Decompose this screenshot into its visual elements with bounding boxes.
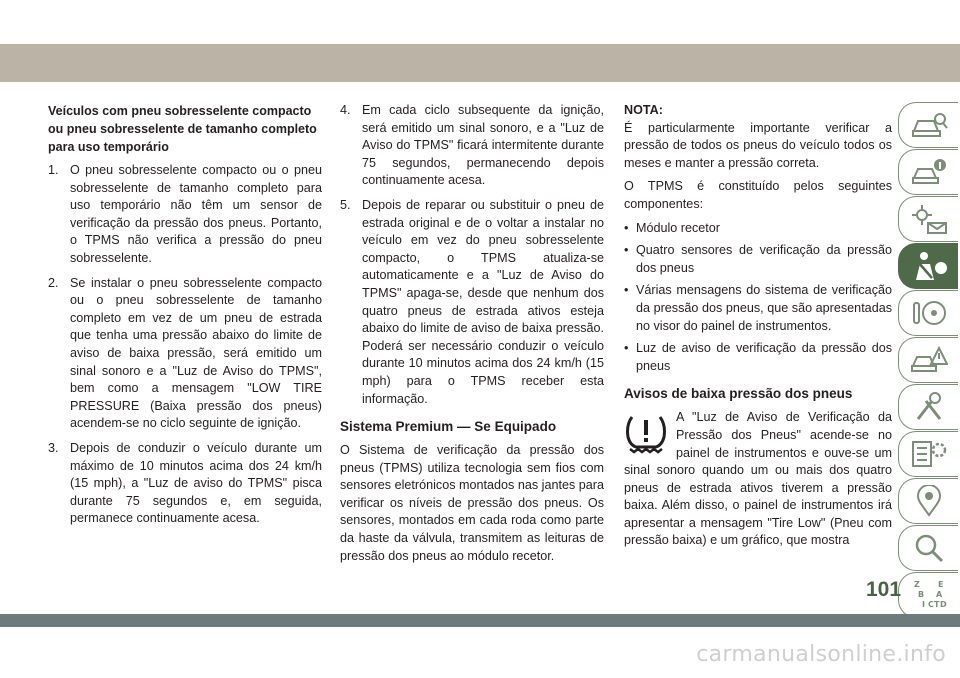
list-item [624,220,892,238]
column-1 [48,102,322,535]
warning-block [624,409,892,556]
item-number: 3. [48,440,59,455]
bullet: • [624,283,629,298]
steering-key-icon [910,297,948,329]
indicators-icon [910,203,948,235]
index-letter: T [933,600,939,609]
section-heading: Avisos de baixa pressão dos pneus [624,386,853,402]
car-info-icon [910,156,948,188]
index-letters-icon [910,579,948,611]
paragraph: O Sistema de verificação da pressão dos pneus (TPMS) utiliza tecnologia sem fios com sensores eletrónicos montados nas jantes para verificar os níveis de pressão dos pneus. Os sensores, montados em cada roda como parte da haste da válvula, transmitem as leituras de pressão dos pneus ao módulo recetor. [340,443,604,563]
list-item [624,340,892,375]
numbered-list [340,102,604,408]
index-letter: Z [913,580,920,589]
bullet: • [624,220,629,235]
bullet: • [624,341,629,356]
tab-indicators[interactable] [898,196,958,242]
tab-car-warning[interactable] [898,337,958,383]
tab-search[interactable] [898,525,958,571]
chapter-sidebar [898,102,960,619]
navigation-pin-icon [910,485,948,517]
tab-steering-key[interactable] [898,290,958,336]
item-text: Várias mensagens do sistema de verificação da pressão dos pneus, que são apresentadas no visor do painel de instrumentos. [636,283,892,333]
settings-list-icon [910,438,948,470]
note-text: É particularmente importante verificar a pressão de todos os pneus do veículo todos os meses e manter a pressão correta. [624,120,892,170]
item-text: O pneu sobresselente compacto ou o pneu sobresselente de tamanho completo para uso temporário não têm um sensor de verificação da pressão dos pneus. Portanto, o TPMS não verifica a pressão do pneu sobresselente. [70,163,322,265]
tab-tools[interactable] [898,384,958,430]
item-number: 4. [340,103,351,117]
item-number: 1. [48,163,59,177]
item-number: 2. [48,275,59,290]
tab-index[interactable] [898,572,958,618]
car-warning-icon [910,344,948,376]
column-2 [340,102,604,571]
index-letter: I [921,600,925,609]
section-heading: Sistema Premium — Se Equipado [340,419,557,435]
list-item [340,197,604,408]
tire-pressure-warning-icon [624,411,668,455]
item-text: Depois de conduzir o veículo durante um máximo de 10 minutos acima dos 24 km/h (15 mph), a "Luz de aviso do TPMS" pisca durante 75 segundos e, em seguida, permanece continuamente acesa. [70,440,322,526]
list-item [624,242,892,277]
search-icon [910,532,948,564]
tab-seatbelt-airbag[interactable] [898,243,958,289]
item-text: Módulo recetor [636,220,720,235]
item-text: Depois de reparar ou substituir o pneu de estrada original e de o voltar a instalar no veículo em vez do pneu sobresselente compacto, o TPMS atualiza-se automaticamente e a "Luz de Aviso do TPMS" apaga-se, desde que nenhum dos quatro pneus de estrada ativos esteja abaixo do limite de aviso de baixa pressão. Poderá ser necessário conduzir o veículo durante 10 minutos acima dos 24 km/h (15 mph) para o TPMS receber esta informação. [362,197,604,406]
tab-car-info[interactable] [898,149,958,195]
list-item [48,275,322,433]
note-label: NOTA: [624,103,663,117]
tab-settings-list[interactable] [898,431,958,477]
bullet: • [624,243,629,258]
page-number: 101 [866,578,902,601]
tab-navigation[interactable] [898,478,958,524]
index-letter: A [935,590,942,599]
list-item [624,282,892,335]
item-text: Se instalar o pneu sobresselente compacto ou o pneu sobresselente de tamanho completo em vez de um pneu de estrada que tenha uma pressão abaixo do limite de aviso de baixa pressão, será emitido um sinal sonoro e a "Luz de Aviso do TPMS", bem como a mensagem "LOW TIRE PRESSURE (Baixa pressão dos pneus) acendem-se no ciclo seguinte de ignição. [70,275,322,431]
numbered-list [48,162,322,528]
item-number: 5. [340,197,351,212]
index-letter: C [927,600,934,609]
list-item [340,102,604,190]
list-item [48,162,322,268]
tab-car-search[interactable] [898,102,958,148]
car-search-icon [910,109,948,141]
item-text: Luz de aviso de verificação da pressão dos pneus [636,341,892,373]
paragraph: O TPMS é constituído pelos seguintes componentes: [624,179,892,211]
list-item [48,440,322,528]
item-text: Quatro sensores de verificação da pressão dos pneus [636,243,892,275]
header-band [0,44,960,82]
index-letter: E [937,580,943,589]
warning-text: A "Luz de Aviso de Verificação da Pressão dos Pneus" acende-se no painel de instrumentos e ouve-se um sinal sonoro quando um ou mais dos quatro pneus de estrada ativos tiverem a pressão baixa. Além disso, o painel de instrumentos irá apresentar a mensagem "Tire Low" (Pneu com pressão baixa) e um gráfico, que mostra [624,410,892,548]
seatbelt-airbag-icon [910,250,948,282]
index-letter: D [939,600,947,609]
index-letter: B [917,590,924,599]
watermark: carmanualsonline.info [696,642,946,667]
tools-icon [910,391,948,423]
column-3 [624,102,892,556]
bullet-list [624,220,892,376]
item-text: Em cada ciclo subsequente da ignição, será emitido um sinal sonoro, e a "Luz de Aviso do TPMS" ficará intermitente durante 75 segundos, permanecendo depois continuamente acesa. [362,103,604,188]
section-subheading: Veículos com pneu sobresselente compacto ou pneu sobresselente de tamanho completo para uso temporário [48,104,317,154]
footer-band [0,614,960,627]
